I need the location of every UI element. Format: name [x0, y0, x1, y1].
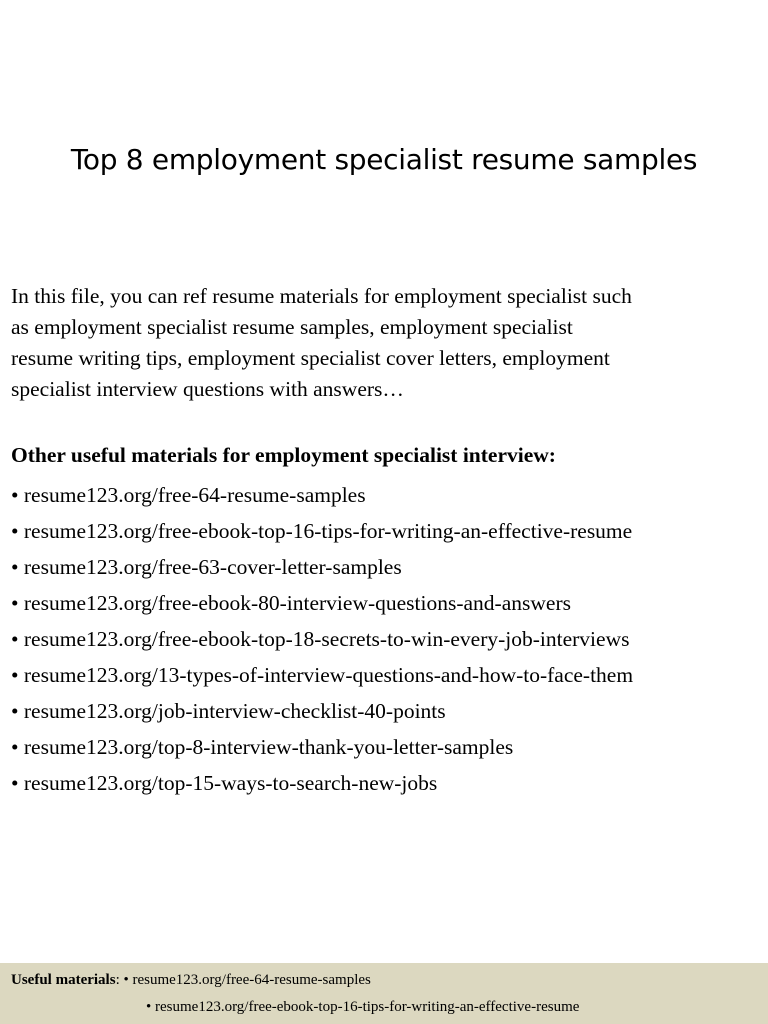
footer-link[interactable]: • resume123.org/free-ebook-top-16-tips-for-writing-an-effective-resume — [146, 999, 580, 1015]
materials-link[interactable]: • resume123.org/13-types-of-interview-questions-and-how-to-face-them — [11, 663, 634, 687]
intro-line: as employment specialist resume samples, employment specialist — [11, 315, 573, 339]
footer-row — [146, 999, 579, 1016]
intro-line: In this file, you can ref resume materials for employment specialist such — [11, 284, 632, 308]
materials-link[interactable]: • resume123.org/job-interview-checklist-40-points — [11, 699, 446, 723]
materials-heading: Other useful materials for employment specialist interview: — [11, 443, 556, 467]
footer-row — [11, 972, 371, 989]
footer-bar — [0, 963, 768, 1024]
footer-link[interactable]: • resume123.org/free-64-resume-samples — [123, 972, 371, 988]
materials-link[interactable]: • resume123.org/top-8-interview-thank-you-letter-samples — [11, 735, 514, 759]
materials-link[interactable]: • resume123.org/free-ebook-top-16-tips-for-writing-an-effective-resume — [11, 519, 633, 543]
materials-link[interactable]: • resume123.org/free-64-resume-samples — [11, 483, 366, 507]
intro-line: specialist interview questions with answers… — [11, 377, 404, 401]
materials-link[interactable]: • resume123.org/free-ebook-80-interview-questions-and-answers — [11, 591, 571, 615]
intro-line: resume writing tips, employment specialist cover letters, employment — [11, 346, 610, 370]
footer-label: Useful materials — [11, 972, 116, 988]
materials-link[interactable]: • resume123.org/free-ebook-top-18-secrets-to-win-every-job-interviews — [11, 627, 630, 651]
page-title: Top 8 employment specialist resume samples — [70, 143, 698, 176]
intro-paragraph — [11, 281, 761, 405]
materials-link[interactable]: • resume123.org/free-63-cover-letter-samples — [11, 555, 402, 579]
footer-separator: : — [115, 972, 124, 988]
materials-link[interactable]: • resume123.org/top-15-ways-to-search-new-jobs — [11, 771, 438, 795]
materials-list — [11, 480, 633, 804]
